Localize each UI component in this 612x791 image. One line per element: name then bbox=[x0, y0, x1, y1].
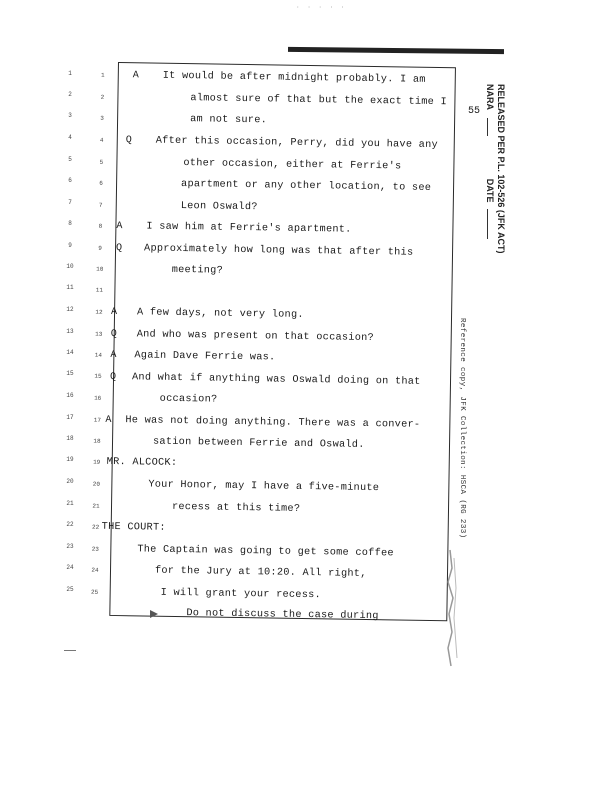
transcript-line: And what if anything was Oswald doing on that bbox=[131, 372, 421, 388]
outer-line-number: 10 bbox=[66, 263, 74, 270]
line-number: 16 bbox=[94, 394, 102, 402]
line-number: 10 bbox=[96, 265, 104, 273]
outer-line-number: 23 bbox=[66, 543, 74, 550]
transcript-line: He was not doing anything. There was a conver- bbox=[125, 415, 421, 431]
transcript-line: Approximately how long was that after this bbox=[143, 243, 414, 259]
transcript-line: It would be after midnight probably. I am bbox=[162, 70, 426, 86]
outer-line-number: 19 bbox=[66, 456, 74, 463]
outer-line-number: 22 bbox=[66, 521, 74, 528]
line-number: 15 bbox=[94, 372, 102, 380]
stamp-date-label: DATE bbox=[485, 178, 495, 203]
speaker-heading: MR. ALCOCK: bbox=[106, 456, 178, 469]
line-number: 1 bbox=[100, 71, 105, 79]
line-number: 5 bbox=[99, 158, 104, 166]
line-number: 19 bbox=[93, 458, 101, 466]
outer-line-number: 21 bbox=[66, 500, 74, 507]
line-number: 24 bbox=[91, 566, 99, 574]
outer-line-number: 8 bbox=[68, 220, 72, 227]
transcript-line: I saw him at Ferrie's apartment. bbox=[146, 221, 352, 236]
line-number: 8 bbox=[98, 222, 103, 230]
stamp-nara-label: NARA bbox=[485, 84, 495, 110]
speaker-question: Q bbox=[115, 242, 123, 255]
stamp-date-line bbox=[487, 209, 488, 239]
outer-line-number: 25 bbox=[66, 586, 74, 593]
line-number: 2 bbox=[100, 93, 105, 101]
transcript-line: After this occasion, Perry, did you have any bbox=[155, 135, 439, 152]
outer-line-number: 12 bbox=[66, 306, 74, 313]
transcript-line: other occasion, either at Ferrie's bbox=[183, 158, 402, 173]
transcript-line: And who was present on that occasion? bbox=[136, 329, 375, 345]
transcript-line: Your Honor, may I have a five-minute bbox=[148, 479, 380, 495]
outer-line-number: 3 bbox=[68, 112, 72, 119]
line-number: 25 bbox=[91, 588, 99, 596]
outer-line-number: 6 bbox=[68, 177, 72, 184]
outer-line-number: 4 bbox=[68, 134, 72, 141]
line-number: 13 bbox=[95, 330, 103, 338]
outer-line-number: 5 bbox=[68, 156, 72, 163]
speaker-heading: THE COURT: bbox=[101, 521, 166, 534]
speaker-answer: A bbox=[132, 70, 139, 82]
top-smudge: · · · · · bbox=[296, 4, 347, 11]
line-number: 9 bbox=[98, 244, 102, 252]
transcript-line: sation between Ferrie and Oswald. bbox=[152, 436, 365, 451]
stamp-release-line: RELEASED PER P.L. 102-526 (JFK ACT) bbox=[496, 84, 506, 254]
transcript-line: The Captain was going to get some coffee bbox=[137, 544, 394, 560]
speaker-question: Q bbox=[125, 135, 132, 147]
transcript-line: meeting? bbox=[171, 264, 224, 277]
outer-line-number: 1 bbox=[68, 70, 72, 77]
line-number: 23 bbox=[91, 545, 99, 553]
page-number: 55 bbox=[468, 106, 481, 117]
transcript-line: Leon Oswald? bbox=[180, 201, 258, 214]
line-number: 20 bbox=[92, 480, 101, 488]
transcript-line: am not sure. bbox=[190, 114, 268, 127]
line-number: 14 bbox=[94, 351, 103, 359]
transcript-line: A few days, not very long. bbox=[136, 307, 304, 321]
reference-copy-note: Reference copy, JFK Collection: HSCA (RG 233) bbox=[458, 318, 466, 539]
transcript-line: almost sure of that but the exact time I bbox=[190, 93, 448, 109]
line-number: 22 bbox=[92, 523, 100, 531]
line-number: 21 bbox=[92, 502, 100, 510]
stamp-signature-line bbox=[487, 118, 488, 136]
speaker-question: Q bbox=[110, 328, 117, 341]
transcript-line: apartment or any other location, to see bbox=[180, 179, 432, 194]
outer-line-number: 18 bbox=[66, 435, 74, 442]
outer-line-number: 17 bbox=[66, 414, 74, 421]
outer-line-number: 2 bbox=[68, 91, 72, 98]
speaker-question: Q bbox=[109, 371, 117, 384]
speaker-answer: A bbox=[116, 220, 123, 233]
transcript-frame bbox=[91, 62, 456, 623]
margin-dash bbox=[64, 650, 76, 651]
line-number: 6 bbox=[99, 179, 103, 187]
outer-line-number: 14 bbox=[66, 349, 74, 356]
transcript-line: recess at this time? bbox=[171, 501, 301, 515]
speaker-answer: A bbox=[105, 414, 112, 426]
transcript-line: occasion? bbox=[159, 393, 218, 406]
line-number: 7 bbox=[98, 201, 103, 209]
margin-mark bbox=[148, 608, 160, 620]
release-stamp bbox=[484, 84, 506, 254]
speaker-answer: A bbox=[110, 349, 117, 362]
transcript-line: Again Dave Ferrie was. bbox=[134, 350, 276, 364]
line-number: 18 bbox=[93, 437, 101, 445]
outer-line-number: 15 bbox=[66, 370, 74, 377]
redaction-bar bbox=[288, 47, 504, 54]
line-number: 4 bbox=[99, 136, 104, 144]
outer-line-number: 20 bbox=[66, 478, 74, 485]
outer-line-number: 7 bbox=[68, 199, 72, 206]
outer-line-number: 9 bbox=[68, 242, 72, 249]
margin-scribble bbox=[440, 548, 462, 668]
line-number: 17 bbox=[93, 416, 102, 424]
transcript-line: Do not discuss the case during bbox=[186, 608, 379, 623]
speaker-answer: A bbox=[110, 306, 118, 319]
line-number: 3 bbox=[100, 114, 104, 122]
line-number: 12 bbox=[95, 308, 103, 316]
outer-line-number: 13 bbox=[66, 328, 74, 335]
line-number: 11 bbox=[95, 286, 104, 294]
transcript-line: for the Jury at 10:20. All right, bbox=[154, 565, 367, 580]
outer-line-number: 11 bbox=[66, 284, 74, 291]
transcript-line: I will grant your recess. bbox=[160, 587, 322, 602]
outer-line-number: 24 bbox=[66, 564, 74, 571]
outer-line-number: 16 bbox=[66, 392, 74, 399]
